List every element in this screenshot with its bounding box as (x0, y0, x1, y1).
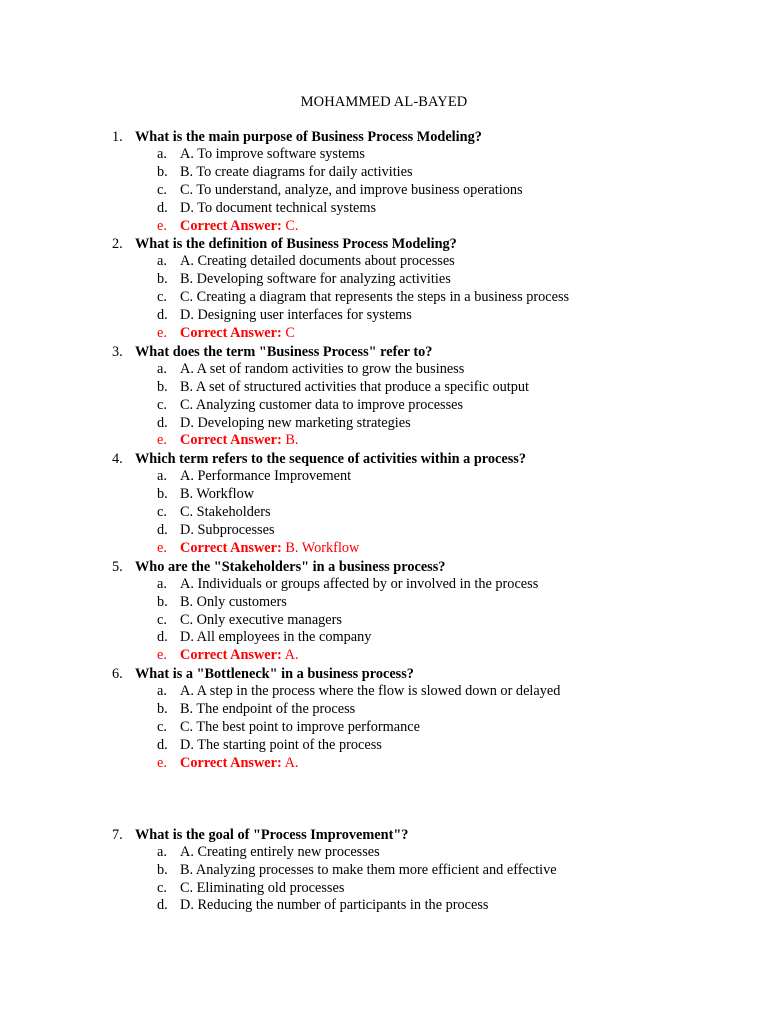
correct-answer-item (0, 325, 768, 343)
option-letter: d. (157, 414, 168, 431)
option-text: B. Workflow (180, 486, 255, 503)
option-letter: e. (157, 325, 167, 342)
option-letter: c. (157, 504, 167, 521)
option-text: D. Designing user interfaces for systems (180, 307, 412, 324)
option-item (0, 415, 768, 433)
option-letter: a. (157, 843, 167, 860)
option-letter: b. (157, 593, 168, 610)
option-list (0, 361, 768, 450)
correct-answer-value: A. (284, 647, 299, 664)
correct-answer-text (180, 540, 359, 558)
option-item (0, 576, 768, 594)
correct-answer-value: B. (285, 432, 299, 449)
correct-answer-label: Correct Answer: (180, 754, 282, 771)
option-item (0, 880, 768, 898)
option-item (0, 379, 768, 397)
correct-answer-item (0, 432, 768, 450)
option-text: C. Analyzing customer data to improve processes (180, 396, 464, 413)
question-line (0, 826, 768, 844)
option-item (0, 289, 768, 307)
option-letter: e. (157, 432, 167, 449)
option-item (0, 844, 768, 862)
option-letter: a. (157, 360, 167, 377)
option-list (0, 468, 768, 557)
option-item (0, 612, 768, 630)
correct-answer-text (180, 647, 298, 665)
option-text: A. Performance Improvement (180, 468, 352, 485)
option-letter: a. (157, 146, 167, 162)
option-text: D. Subprocesses (180, 522, 275, 539)
option-text: C. Stakeholders (180, 504, 271, 521)
option-list (0, 844, 768, 916)
option-text: C. To understand, analyze, and improve business operations (180, 181, 523, 198)
option-item (0, 897, 768, 915)
option-list (0, 576, 768, 665)
option-text: B. To create diagrams for daily activities (180, 163, 413, 180)
option-item (0, 307, 768, 325)
question-line (0, 665, 768, 683)
option-text: D. All employees in the company (180, 629, 372, 646)
option-item (0, 737, 768, 755)
option-item (0, 253, 768, 271)
option-letter: e. (157, 217, 167, 234)
option-text: B. Developing software for analyzing activities (180, 271, 451, 288)
option-letter: a. (157, 253, 167, 270)
option-text: C. Only executive managers (180, 611, 342, 628)
option-item (0, 397, 768, 415)
option-letter: c. (157, 181, 167, 198)
question-item (0, 343, 768, 450)
option-letter: b. (157, 271, 168, 288)
option-item (0, 594, 768, 612)
option-letter: d. (157, 199, 168, 216)
question-number: 1. (112, 129, 123, 145)
question-line (0, 235, 768, 253)
option-letter: e. (157, 754, 167, 771)
option-item (0, 146, 768, 164)
option-item (0, 719, 768, 737)
option-item (0, 361, 768, 379)
question-number: 3. (112, 343, 123, 360)
question-text: Which term refers to the sequence of activities within a process? (135, 451, 526, 468)
correct-answer-value: C. (285, 217, 299, 234)
option-letter: b. (157, 378, 168, 395)
option-letter: c. (157, 289, 167, 306)
question-item (0, 558, 768, 665)
correct-answer-label: Correct Answer: (180, 647, 282, 664)
question-number: 5. (112, 558, 123, 575)
correct-answer-label: Correct Answer: (180, 325, 282, 342)
correct-answer-label: Correct Answer: (180, 217, 282, 234)
correct-answer-item (0, 755, 768, 773)
correct-answer-label: Correct Answer: (180, 539, 282, 556)
option-letter: d. (157, 897, 168, 914)
question-number: 6. (112, 666, 123, 683)
option-item (0, 683, 768, 701)
option-item (0, 182, 768, 200)
question-text: What is the main purpose of Business Process Modeling? (135, 129, 482, 145)
option-letter: c. (157, 611, 167, 628)
option-letter: d. (157, 307, 168, 324)
option-item (0, 629, 768, 647)
option-letter: e. (157, 647, 167, 664)
option-letter: b. (157, 701, 168, 718)
option-text: C. Creating a diagram that represents the steps in a business process (180, 289, 570, 306)
option-letter: d. (157, 736, 168, 753)
option-letter: a. (157, 575, 167, 592)
document-title: MOHAMMED AL-BAYED (300, 94, 468, 110)
correct-answer-value: A. (284, 754, 299, 771)
option-text: B. Only customers (180, 593, 287, 610)
question-line (0, 343, 768, 361)
option-text: D. Reducing the number of participants in the process (180, 897, 489, 914)
correct-answer-text (180, 432, 298, 450)
option-item (0, 468, 768, 486)
option-text: D. To document technical systems (180, 199, 377, 216)
option-text: A. Individuals or groups affected by or involved in the process (180, 575, 539, 592)
option-letter: a. (157, 468, 167, 485)
option-list (0, 683, 768, 772)
correct-answer-item (0, 218, 768, 236)
option-item (0, 504, 768, 522)
option-text: B. The endpoint of the process (180, 701, 356, 718)
question-list (0, 128, 768, 915)
option-item (0, 200, 768, 218)
question-line (0, 450, 768, 468)
question-line (0, 128, 768, 146)
option-text: A. Creating detailed documents about processes (180, 253, 455, 270)
option-text: C. Eliminating old processes (180, 879, 345, 896)
option-letter: b. (157, 861, 168, 878)
question-text: What is a "Bottleneck" in a business process? (135, 666, 414, 683)
option-text: A. To improve software systems (180, 146, 365, 162)
correct-answer-item (0, 647, 768, 665)
correct-answer-item (0, 540, 768, 558)
question-line (0, 558, 768, 576)
question-number: 4. (112, 451, 123, 468)
correct-answer-label: Correct Answer: (180, 432, 282, 449)
option-text: A. A set of random activities to grow the business (180, 360, 465, 377)
option-letter: a. (157, 683, 167, 700)
option-text: A. Creating entirely new processes (180, 843, 380, 860)
option-item (0, 522, 768, 540)
option-text: D. Developing new marketing strategies (180, 414, 411, 431)
option-item (0, 701, 768, 719)
correct-answer-value: C (285, 325, 295, 342)
question-item (0, 450, 768, 557)
option-text: B. Analyzing processes to make them more efficient and effective (180, 861, 557, 878)
option-letter: e. (157, 539, 167, 556)
question-number: 7. (112, 826, 123, 843)
option-list (0, 253, 768, 342)
question-text: Who are the "Stakeholders" in a business process? (135, 558, 446, 575)
option-letter: c. (157, 396, 167, 413)
option-letter: c. (157, 879, 167, 896)
option-item (0, 862, 768, 880)
option-letter: b. (157, 486, 168, 503)
question-item (0, 665, 768, 772)
question-text: What is the goal of "Process Improvement"? (135, 826, 409, 843)
option-letter: c. (157, 719, 167, 736)
option-item (0, 164, 768, 182)
question-number: 2. (112, 236, 123, 253)
question-text: What is the definition of Business Process Modeling? (135, 236, 457, 253)
question-text: What does the term "Business Process" refer to? (135, 343, 433, 360)
option-letter: d. (157, 522, 168, 539)
option-text: B. A set of structured activities that produce a specific output (180, 378, 529, 395)
option-text: D. The starting point of the process (180, 736, 382, 753)
correct-answer-text (180, 755, 298, 773)
option-text: A. A step in the process where the flow is slowed down or delayed (180, 683, 561, 700)
question-item (0, 128, 768, 235)
option-list (0, 146, 768, 235)
correct-answer-text (180, 325, 295, 343)
option-letter: d. (157, 629, 168, 646)
question-item (0, 235, 768, 342)
option-item (0, 271, 768, 289)
correct-answer-value: B. Workflow (285, 539, 360, 556)
option-item (0, 486, 768, 504)
correct-answer-text (180, 218, 298, 236)
option-letter: b. (157, 163, 168, 180)
option-text: C. The best point to improve performance (180, 719, 420, 736)
question-item (0, 826, 768, 916)
